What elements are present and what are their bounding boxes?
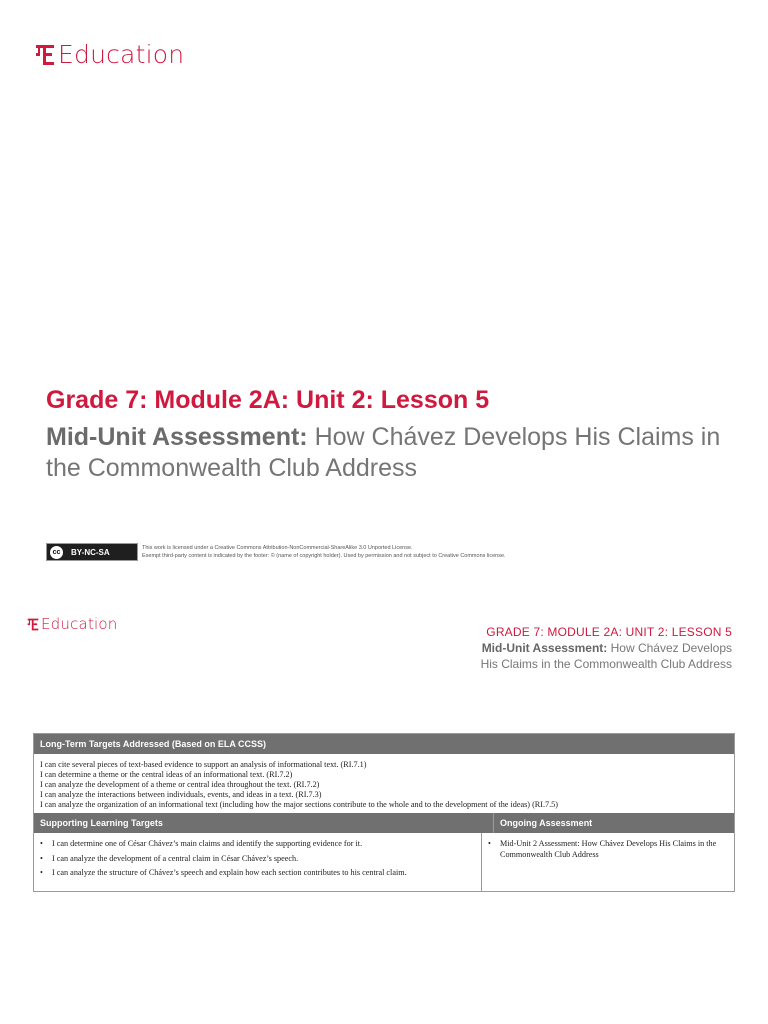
targets-table [33,733,735,892]
long-term-target: I can cite several pieces of text-based evidence to support an analysis of informational text. (RI.7.1) [40,760,367,769]
list-item: • I can analyze the development of a central claim in César Chávez’s speech. [40,854,471,865]
el-education-logo [35,40,184,69]
long-term-target: I can determine a theme or the central ideas of an informational text. (RI.7.2) [40,770,293,779]
long-term-target: I can analyze the interactions between individuals, events, and ideas in a text. (RI.7.3) [40,790,322,799]
ongoing-assessment-list [482,833,734,872]
supporting-targets-list [34,833,481,891]
targets-content-row [34,833,734,891]
license-note [142,544,506,560]
page-header [462,624,732,672]
brand-name: Education [58,40,185,69]
cc-license-badge [46,543,138,561]
cc-badge-text: BY-NC-SA [71,547,110,557]
ongoing-assessment-header: Ongoing Assessment [494,813,734,833]
list-item: • I can analyze the structure of Chávez’s speech and explain how each section contributes to his central claim. [40,868,471,879]
supporting-targets-cell [34,833,482,891]
el-logo-icon [35,44,55,66]
supporting-targets-header: Supporting Learning Targets [34,813,494,833]
cover-subtitle-bold: Mid-Unit Assessment: [46,423,308,451]
el-logo-icon [27,618,39,631]
header-subtitle [462,640,732,672]
ongoing-assessment-cell [482,833,734,891]
cc-icon: cc [50,546,63,559]
cover-subtitle-rest: How Chávez Develops His Claims in the Commonwealth Club Address [46,423,721,482]
cover-subtitle [46,422,736,484]
header-title: GRADE 7: MODULE 2A: UNIT 2: LESSON 5 [486,625,732,639]
license-line-2: Exempt third-party content is indicated by the footer: © (name of copyright holder). Used by permission and not subject to Creative Commons license. [142,553,506,559]
long-term-targets-header: Long-Term Targets Addressed (Based on ELA CCSS) [34,734,734,754]
long-term-target: I can analyze the development of a theme or central idea throughout the text. (RI.7.2) [40,780,320,789]
list-item: • I can determine one of César Chávez’s main claims and identify the supporting evidence for it. [40,839,471,850]
long-term-targets-list [34,754,734,813]
targets-headers-row [34,813,734,833]
license-line-1: This work is licensed under a Creative Commons Attribution-NonCommercial-ShareAlike 3.0 Unported License. [142,545,413,551]
header-subtitle-bold: Mid-Unit Assessment: [481,641,608,655]
brand-name-small: Education [41,615,118,633]
cover-title: Grade 7: Module 2A: Unit 2: Lesson 5 [46,386,490,414]
header-subtitle-rest: How Chávez Develops His Claims in the Commonwealth Club Address [480,641,732,671]
list-item: • Mid-Unit 2 Assessment: How Chávez Develops His Claims in the Commonwealth Club Address [488,839,724,860]
long-term-target: I can analyze the organization of an informational text (including how the major sections contribute to the whole and to the development of the ideas) (RI.7.5) [40,800,559,809]
el-education-logo-small [27,615,117,633]
